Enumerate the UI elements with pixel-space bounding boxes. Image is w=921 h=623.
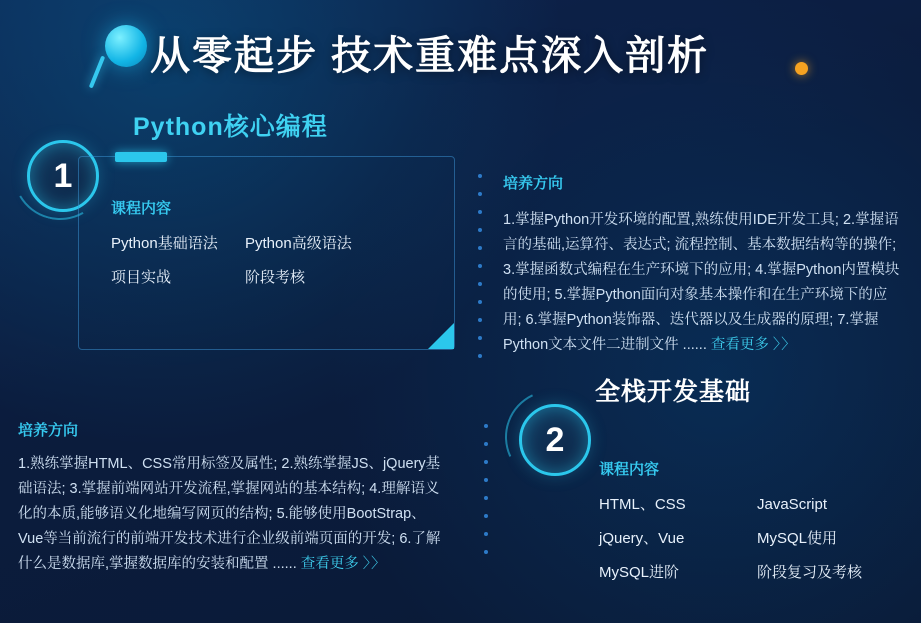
- section-1-direction-title: 培养方向: [503, 175, 564, 192]
- section-1-direction-text: [503, 208, 903, 358]
- chevron-right-icon: 〉〉: [362, 556, 387, 572]
- slide-header: [0, 0, 921, 100]
- section-1-heading: Python核心编程: [133, 113, 328, 141]
- section-1-badge: 1: [27, 140, 99, 212]
- section-2-direction-title: 培养方向: [18, 422, 79, 439]
- dotted-decoration-column: [484, 424, 488, 568]
- section-2-direction-text: [18, 452, 448, 577]
- circle-dot-decoration-icon: [105, 25, 147, 67]
- slash-decoration-icon: [89, 55, 105, 88]
- section-2-course-item: MySQL使用: [757, 530, 838, 547]
- section-1-course-item: 阶段考核: [245, 269, 306, 286]
- dotted-decoration-column: [478, 174, 482, 372]
- section-1-direction-paragraph: 1.掌握Python开发环境的配置,熟练使用IDE开发工具; 2.掌握语言的基础,运算符、表达式; 流程控制、基本数据结构等的操作; 3.掌握函数式编程在生产环境下的应用; 4.掌握Python内置模块的使用; 5.掌握Python面向对象基本操作和在生产环境下的应用; 6.掌握Python装饰器、迭代器以及生成器的原理; 7.掌握Python文本文件二进制文件 ......: [503, 212, 900, 353]
- section-1-course-item: 项目实战: [111, 269, 172, 286]
- card-1-top-notch: [115, 152, 167, 162]
- section-1-view-more-link[interactable]: [711, 337, 797, 353]
- section-2-badge: 2: [519, 404, 591, 476]
- section-2-view-more-link[interactable]: [301, 556, 387, 572]
- orange-dot-decoration-icon: [795, 62, 808, 75]
- page-title: 从零起步 技术重难点深入剖析: [150, 34, 710, 78]
- section-1-content-card: [78, 156, 455, 350]
- section-1-course-content-title: 课程内容: [111, 200, 172, 217]
- view-more-label: 查看更多: [710, 337, 769, 353]
- view-more-label: 查看更多: [300, 556, 359, 572]
- section-1-course-item: Python基础语法: [111, 235, 218, 252]
- section-2-course-item: jQuery、Vue: [599, 530, 685, 547]
- section-2-course-item: 阶段复习及考核: [757, 564, 863, 581]
- section-2-content-card: [571, 420, 916, 610]
- card-1-corner-decoration: [428, 323, 454, 349]
- section-2-course-content-title: 课程内容: [599, 461, 660, 478]
- chevron-right-icon: 〉〉: [772, 337, 797, 353]
- section-2-direction-paragraph: 1.熟练掌握HTML、CSS常用标签及属性; 2.熟练掌握JS、jQuery基础语法; 3.掌握前端网站开发流程,掌握网站的基本结构; 4.理解语义化的本质,能够语义化地编写网页的结构; 5.能够使用BootStrap、Vue等当前流行的前端开发技术进行企业级前端页面的开发; 6.了解什么是数据库,掌握数据库的安装和配置 ......: [18, 456, 441, 572]
- section-2-course-item: JavaScript: [757, 496, 828, 513]
- section-1-course-item: Python高级语法: [245, 235, 352, 252]
- section-2-heading: 全栈开发基础: [595, 378, 752, 406]
- section-2-course-item: MySQL进阶: [599, 564, 680, 581]
- section-2-course-item: HTML、CSS: [599, 496, 686, 513]
